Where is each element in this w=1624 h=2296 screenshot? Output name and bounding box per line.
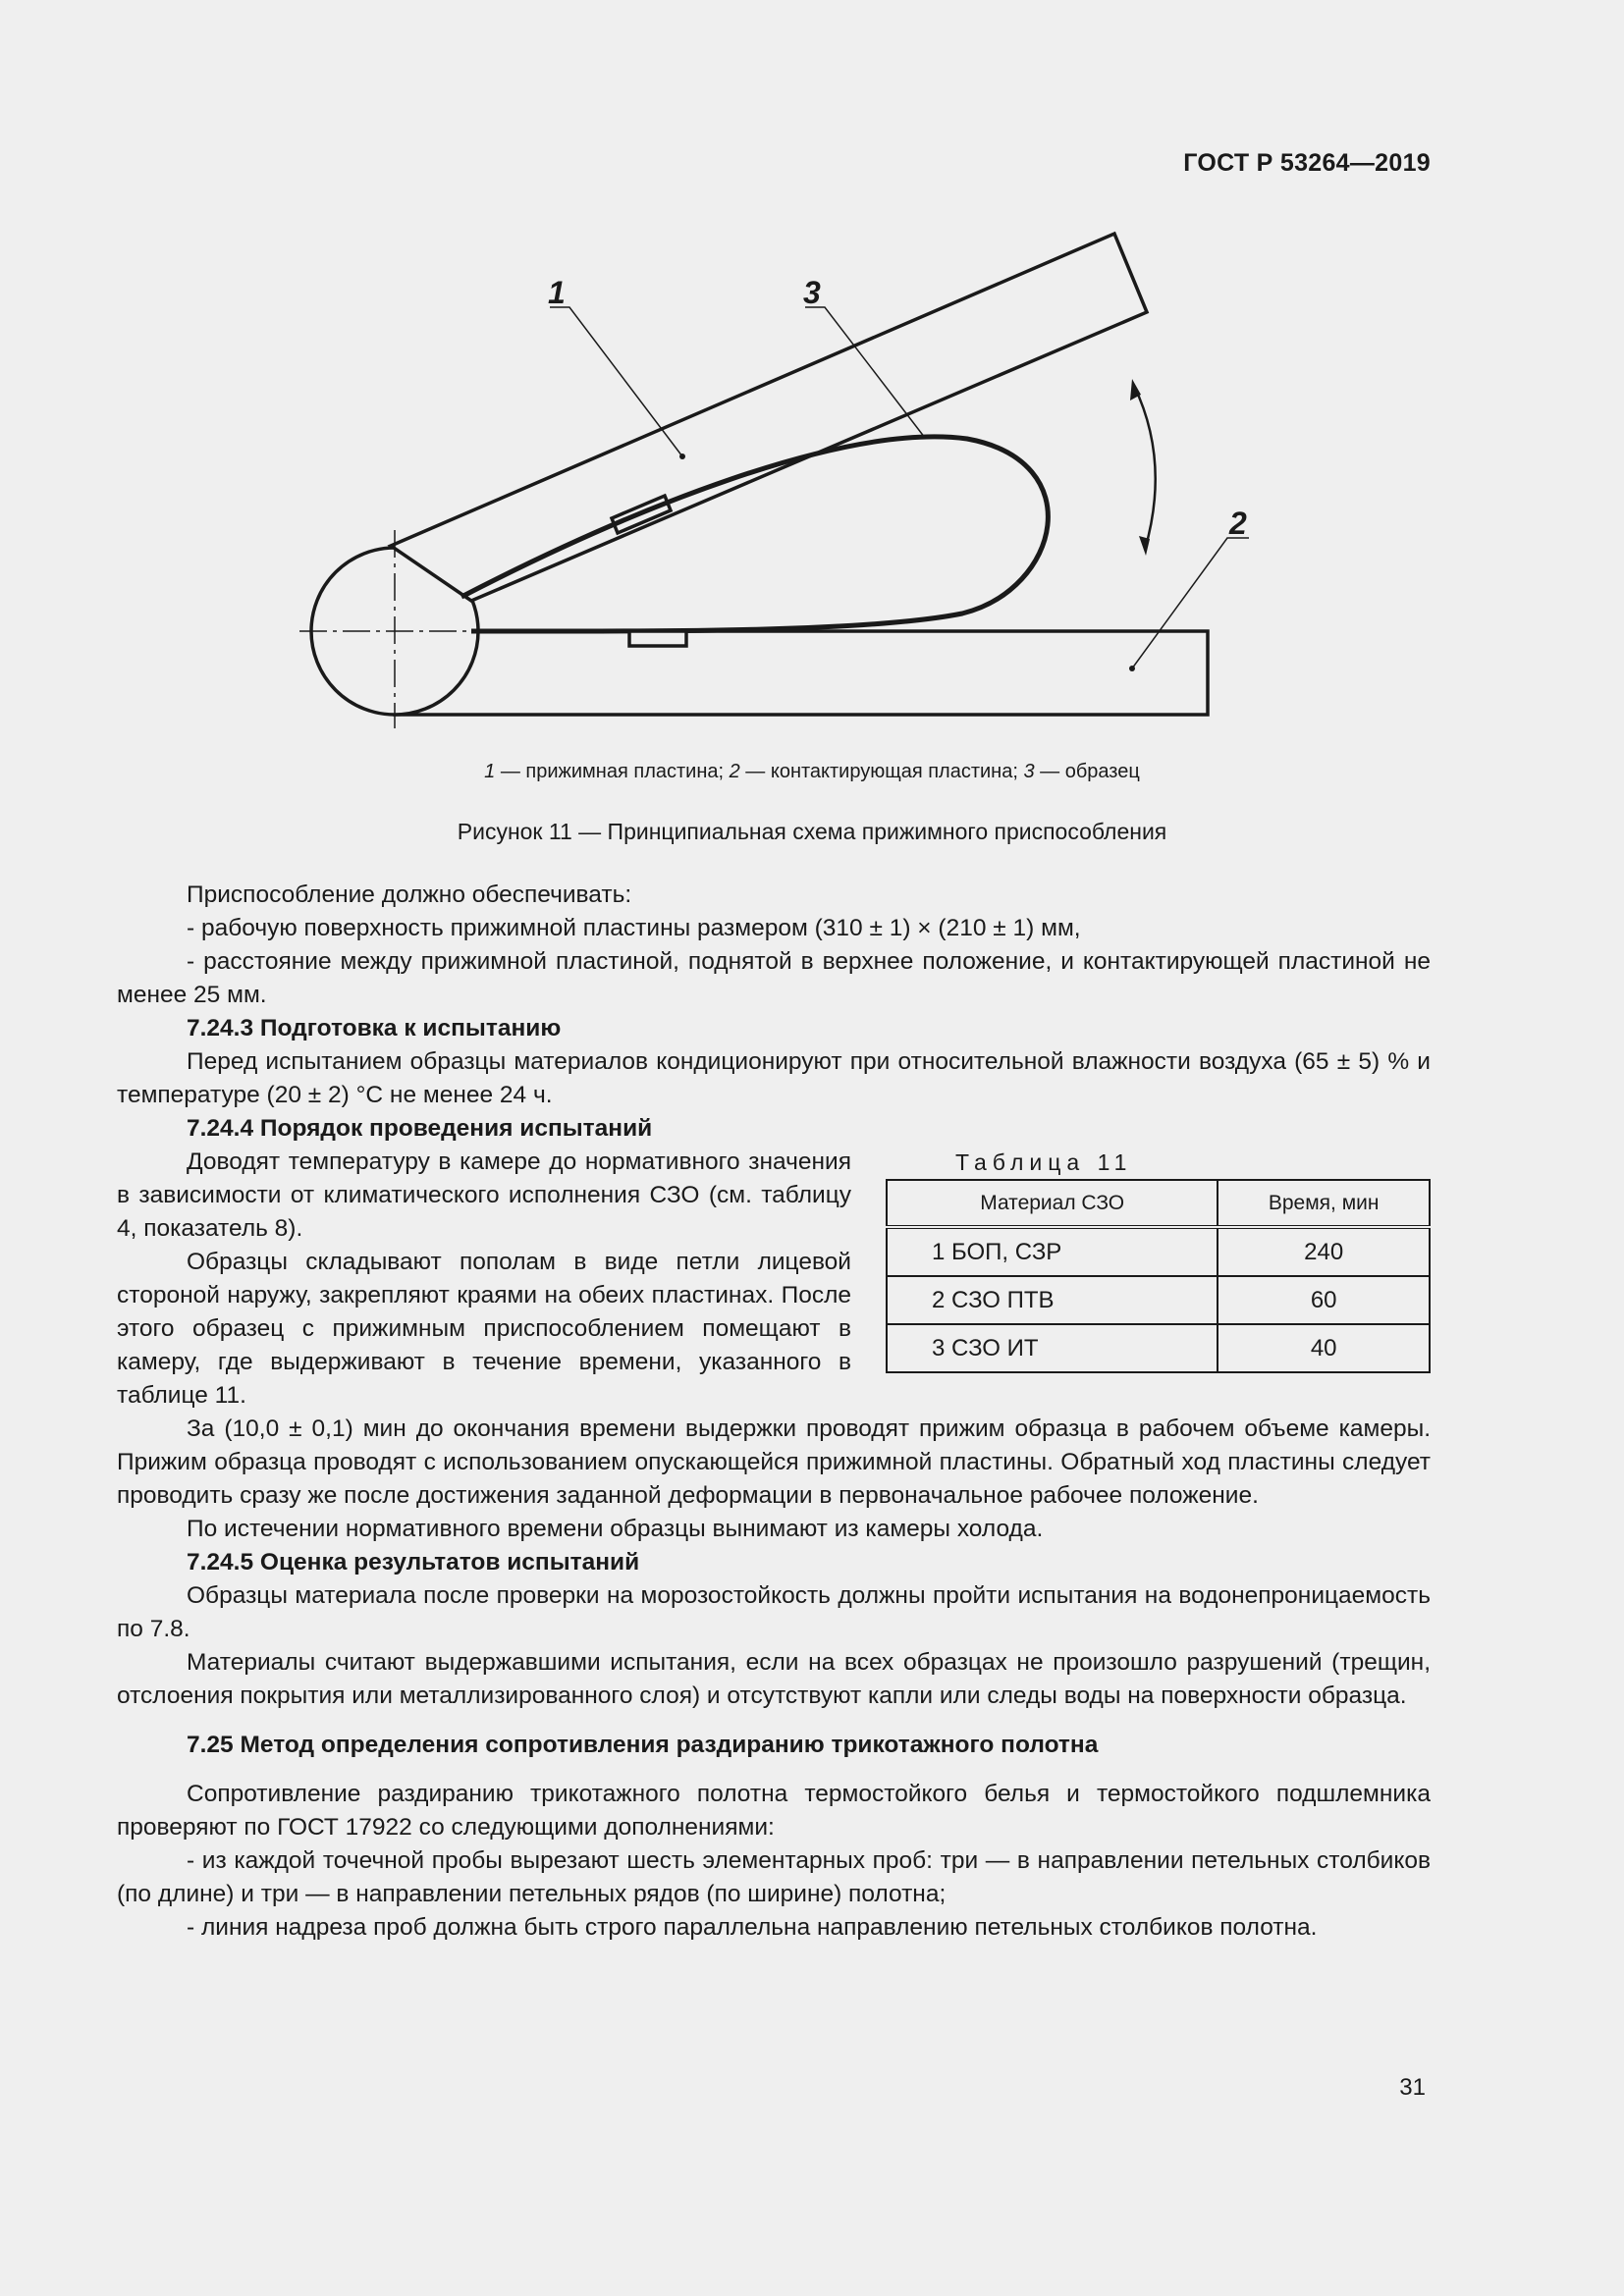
paragraph: Образцы материала после проверки на морозостойкость должны пройти испытания на водонепроницаемость по 7.8.: [117, 1582, 1431, 1642]
section-heading-7-24-5: 7.24.5 Оценка результатов испытаний: [187, 1549, 640, 1575]
section-heading-7-25: 7.25 Метод определения сопротивления раздиранию трикотажного полотна: [187, 1732, 1099, 1758]
text-with-table: [117, 1146, 1431, 1413]
table-cell-material: 3 СЗО ИТ: [887, 1324, 1218, 1372]
table-header-material: Материал СЗО: [887, 1180, 1218, 1227]
arrowhead-down: [1139, 536, 1150, 556]
figure-11-diagram: [285, 221, 1247, 736]
figure-label-1: 1: [548, 275, 566, 310]
paragraph: Доводят температуру в камере до нормативного значения в зависимости от климатического исполнения СЗО (см. таблицу 4, показатель 8).: [117, 1148, 851, 1242]
paragraph: - рабочую поверхность прижимной пластины размером (310 ± 1) × (210 ± 1) мм,: [187, 915, 1081, 941]
paragraph: Образцы складывают пополам в виде петли лицевой стороной наружу, закрепляют краями на обеих пластинах. После этого образец с прижимным приспособлением помещают в камеру, где выдерживают в течение времени, указанного в таблице 11.: [117, 1249, 851, 1409]
page-number: 31: [1399, 2074, 1426, 2101]
document-header: ГОСТ Р 53264—2019: [1183, 149, 1431, 177]
paragraph: Материалы считают выдержавшими испытания, если на всех образцах не произошло разрушений (трещин, отслоения покрытия или металлизированного слоя) и отсутствуют капли или следы воды на поверхности образца.: [117, 1649, 1431, 1709]
paragraph: Перед испытанием образцы материалов кондиционируют при относительной влажности воздуха (65 ± 5) % и температуре (20 ± 2) °С не менее 24 ч.: [117, 1048, 1431, 1108]
table-header-row: [887, 1180, 1430, 1227]
table-row: [887, 1324, 1430, 1372]
contact-plate: [395, 631, 1208, 715]
paragraph: Сопротивление раздиранию трикотажного полотна термостойкого белья и термостойкого подшлемника проверяют по ГОСТ 17922 со следующими дополнениями:: [117, 1781, 1431, 1841]
section-heading-7-24-3: 7.24.3 Подготовка к испытанию: [187, 1015, 562, 1041]
legend-num-3: 3: [1023, 761, 1035, 782]
table-row: [887, 1227, 1430, 1276]
figure-label-3: 3: [803, 275, 821, 310]
pressure-plate: [391, 234, 1147, 601]
paragraph: - расстояние между прижимной пластиной, поднятой в верхнее положение, и контактирующей пластиной не менее 25 мм.: [117, 948, 1431, 1008]
section-heading-7-24-4: 7.24.4 Порядок проведения испытаний: [187, 1115, 653, 1142]
paragraph: - из каждой точечной пробы вырезают шесть элементарных проб: три — в направлении петельных столбиков (по длине) и три — в направлении петельных рядов (по ширине) полотна;: [117, 1847, 1431, 1907]
table-cell-material: 1 БОП, СЗР: [887, 1227, 1218, 1276]
figure-caption: Рисунок 11 — Принципиальная схема прижимного приспособления: [457, 819, 1167, 844]
table-row: [887, 1276, 1430, 1324]
paragraph: - линия надреза проб должна быть строго параллельна направлению петельных столбиков полотна.: [187, 1914, 1318, 1941]
legend-num-1: 1: [484, 761, 496, 782]
clamp-lower: [629, 631, 686, 646]
table-title: Таблица 11: [955, 1149, 1133, 1175]
table-cell-time: 40: [1218, 1324, 1430, 1372]
rotation-arc: [1134, 386, 1156, 550]
paragraph: За (10,0 ± 0,1) мин до окончания времени выдержки проводят прижим образца в рабочем объеме камеры. Прижим образца проводят с использованием опускающейся прижимной пластины. Обратный ход пластины следует проводить сразу же после достижения заданной деформации в первоначальное рабочее положение.: [117, 1415, 1431, 1509]
table-cell-material: 2 СЗО ПТВ: [887, 1276, 1218, 1324]
paragraph: Приспособление должно обеспечивать:: [187, 881, 632, 908]
figure-label-2: 2: [1229, 506, 1247, 541]
legend-num-2: 2: [729, 761, 740, 782]
figure-legend: 1 — прижимная пластина; 2 — контактирующая пластина; 3 — образец: [484, 761, 1140, 782]
paragraph: По истечении нормативного времени образцы вынимают из камеры холода.: [187, 1516, 1044, 1542]
table-11-grid: [886, 1179, 1431, 1373]
table-header-time: Время, мин: [1218, 1180, 1430, 1227]
table-11: [886, 1146, 1431, 1413]
leader-2: [1132, 538, 1249, 668]
body-text: [117, 879, 1431, 1945]
table-cell-time: 60: [1218, 1276, 1430, 1324]
table-cell-time: 240: [1218, 1227, 1430, 1276]
